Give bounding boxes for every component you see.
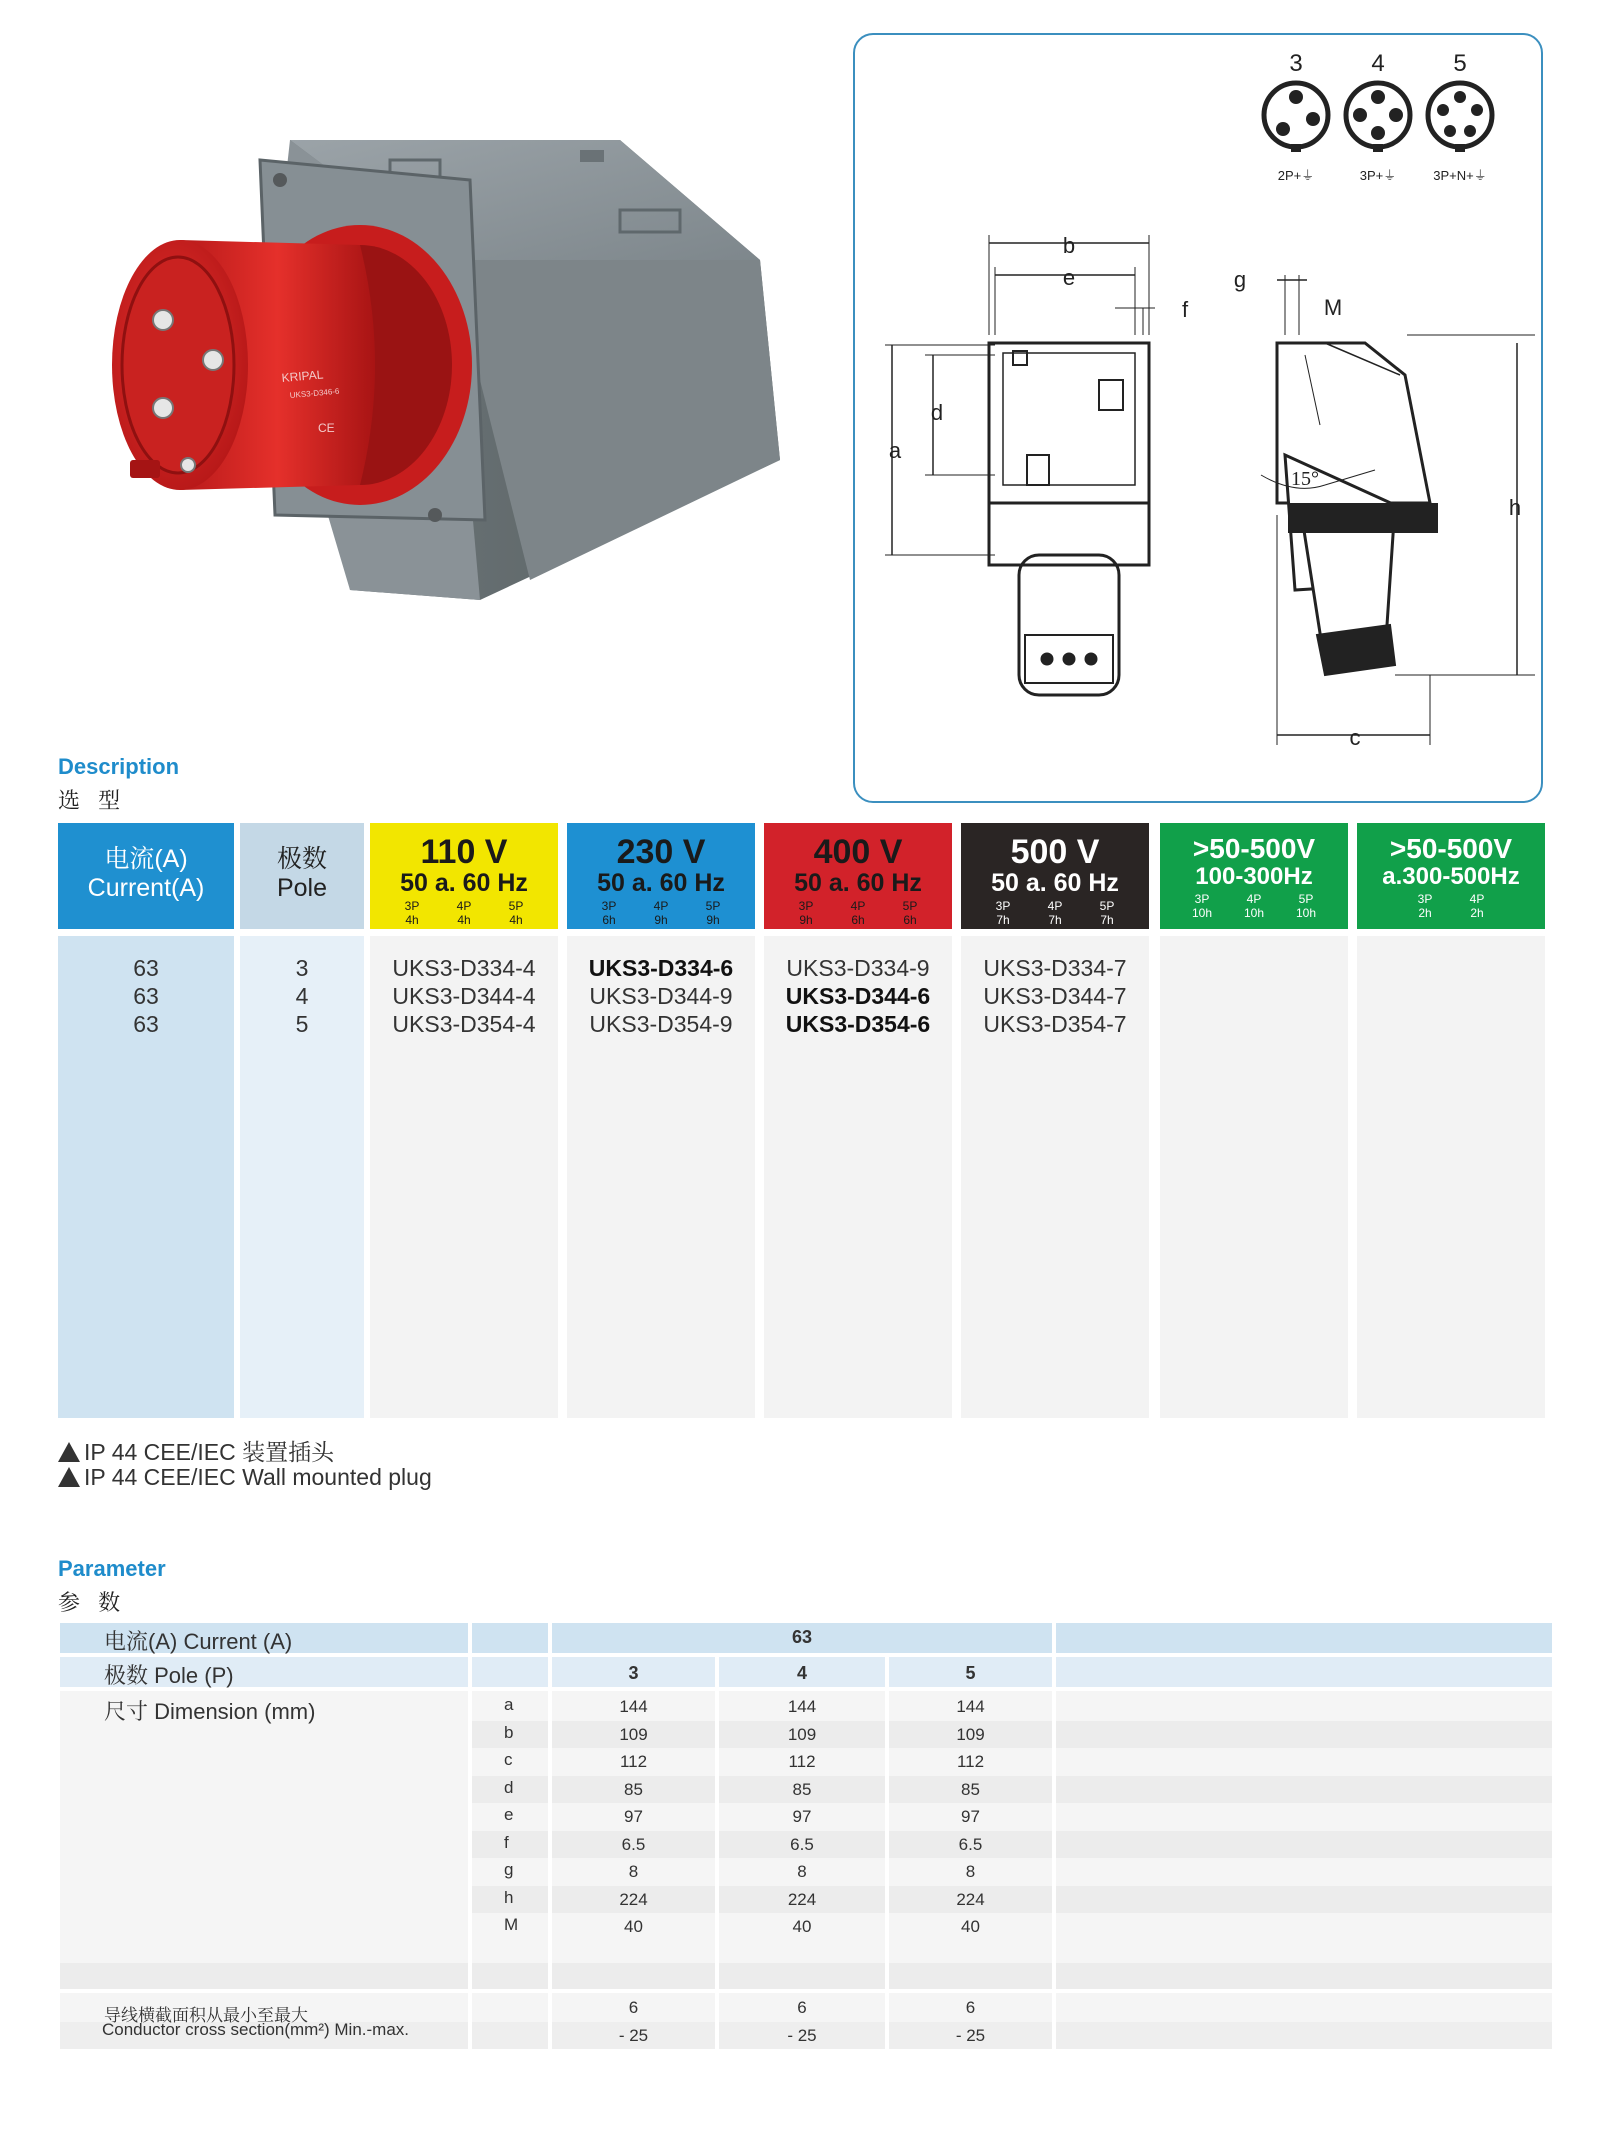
pole-value: 5 — [295, 1011, 309, 1037]
header-voltage-value: 400 V — [813, 833, 903, 871]
column-codes-1 — [567, 936, 755, 1418]
product-brand: KRIPAL — [281, 367, 324, 385]
param-pole-3: 3 — [628, 1663, 639, 1683]
dim-label-a: a — [888, 438, 902, 463]
pin-number-4: 4 — [1371, 50, 1385, 77]
dimension-key: h — [504, 1887, 514, 1907]
header-hour-label: 9h — [799, 913, 813, 927]
pin-diagram-4p — [1346, 83, 1410, 152]
header-hour-label: 7h — [996, 913, 1010, 927]
dimension-value: 6.5 — [958, 1834, 983, 1854]
conductor-max-value: - 25 — [618, 2026, 649, 2045]
header-pole-label: 5P — [1298, 892, 1314, 906]
param-conductor-cn: 导线横截面积从最小至最大 — [104, 2006, 308, 2025]
dimension-key: a — [504, 1695, 514, 1714]
column-pole — [240, 936, 364, 1418]
header-pole-cn: 极数 — [276, 845, 327, 873]
header-hour-label: 10h — [1243, 906, 1265, 920]
conductor-min-value: 6 — [965, 1998, 976, 2017]
header-voltage-value: >50-500V — [1389, 833, 1513, 864]
header-pole-label: 4P — [1246, 892, 1262, 906]
header-pole-label: 5P — [902, 899, 918, 913]
dim-label-b: b — [1062, 233, 1076, 258]
pin-diagram-5p — [1428, 83, 1492, 152]
dimension-value: 97 — [624, 1807, 643, 1826]
column-current — [58, 936, 234, 1418]
dim-label-M: M — [1323, 295, 1343, 320]
header-voltage-2 — [764, 823, 952, 929]
header-pole-label: 5P — [508, 899, 524, 913]
product-model: UKS3-D346-6 — [289, 386, 340, 400]
header-pole-label: 4P — [1047, 899, 1063, 913]
header-pole — [240, 823, 364, 929]
header-pole-label: 4P — [1469, 892, 1485, 906]
dimension-value: 40 — [961, 1917, 980, 1936]
header-hour-label: 4h — [457, 913, 471, 927]
pin-label-5: 3P+N+⏚ — [1433, 168, 1487, 183]
header-pole-label: 3P — [601, 899, 617, 913]
product-code: UKS3-D334-7 — [983, 955, 1127, 981]
header-hour-label: 2h — [1470, 906, 1484, 920]
conductor-max-value: - 25 — [787, 2026, 817, 2045]
product-code: UKS3-D334-6 — [588, 955, 734, 981]
product-code: UKS3-D334-4 — [392, 955, 536, 981]
dimension-value: 8 — [965, 1862, 976, 1881]
header-hour-label: 4h — [509, 913, 523, 927]
conductor-min-value: 6 — [628, 1998, 639, 2017]
header-voltage-3 — [961, 823, 1149, 929]
header-hour-label: 10h — [1191, 906, 1213, 920]
note-cn: IP 44 CEE/IEC 装置插头 — [84, 1439, 335, 1465]
header-voltage-value: >50-500V — [1192, 833, 1316, 864]
param-pole-label: 极数 Pole (P) — [104, 1663, 234, 1688]
column-codes-3 — [961, 936, 1149, 1418]
header-pole-label: 3P — [1417, 892, 1433, 906]
product-photo — [60, 120, 800, 640]
pole-value: 3 — [295, 955, 309, 981]
header-frequency: 50 a. 60 Hz — [794, 869, 922, 897]
front-view — [885, 235, 1155, 695]
header-pole-label: 3P — [1194, 892, 1210, 906]
header-current-cn: 电流(A) — [104, 845, 188, 873]
column-codes-4 — [1160, 936, 1348, 1418]
header-frequency: 50 a. 60 Hz — [400, 869, 528, 897]
param-pole-5: 5 — [965, 1663, 976, 1683]
header-voltage-0 — [370, 823, 558, 929]
column-codes-0 — [370, 936, 558, 1418]
param-pole-4: 4 — [796, 1663, 807, 1683]
dimension-value: 109 — [787, 1724, 817, 1744]
dimension-value: 224 — [956, 1889, 985, 1909]
technical-drawing — [855, 35, 1545, 805]
product-code: UKS3-D334-9 — [786, 955, 930, 981]
product-code: UKS3-D344-6 — [785, 983, 931, 1009]
product-code: UKS3-D354-9 — [589, 1011, 733, 1037]
header-voltage-value: 110 V — [420, 833, 508, 871]
header-voltage-value: 230 V — [616, 833, 706, 871]
dimension-value: 112 — [956, 1752, 985, 1771]
header-frequency: a.300-500Hz — [1382, 863, 1520, 890]
dimension-value: 224 — [787, 1889, 817, 1909]
dimension-value: 112 — [788, 1752, 816, 1771]
param-current-label: 电流(A) Current (A) — [104, 1629, 293, 1654]
header-hour-label: 6h — [851, 913, 865, 927]
header-frequency: 50 a. 60 Hz — [597, 869, 725, 897]
dimension-value: 97 — [792, 1807, 812, 1826]
note-en: IP 44 CEE/IEC Wall mounted plug — [84, 1464, 432, 1490]
header-frequency: 100-300Hz — [1195, 863, 1313, 890]
header-pole-label: 3P — [798, 899, 814, 913]
product-code: UKS3-D354-4 — [392, 1011, 536, 1037]
header-hour-label: 2h — [1418, 906, 1432, 920]
product-code: UKS3-D354-6 — [785, 1011, 931, 1037]
param-dimension-label: 尺寸 Dimension (mm) — [104, 1699, 316, 1724]
column-codes-2 — [764, 936, 952, 1418]
pin-number-5: 5 — [1453, 50, 1467, 77]
header-pole-en: Pole — [276, 873, 328, 902]
product-code: UKS3-D344-9 — [589, 983, 733, 1009]
dimension-key: f — [504, 1832, 509, 1852]
product-ce-mark: CE — [318, 421, 335, 435]
note-cn-line — [58, 1434, 334, 1467]
dimension-value: 112 — [619, 1752, 648, 1771]
dim-label-g: g — [1233, 267, 1247, 292]
dimension-value: 224 — [619, 1889, 648, 1909]
dimension-value: 85 — [961, 1779, 980, 1799]
header-hour-label: 4h — [405, 913, 419, 927]
dim-label-f: f — [1181, 297, 1189, 322]
dimension-key: d — [504, 1777, 514, 1797]
header-frequency: 50 a. 60 Hz — [991, 869, 1119, 897]
dimension-value: 85 — [624, 1779, 643, 1799]
header-voltage-4 — [1160, 823, 1348, 929]
header-hour-label: 6h — [903, 913, 917, 927]
conductor-max-value: - 25 — [955, 2026, 986, 2045]
dim-label-h: h — [1508, 495, 1522, 520]
dimension-key: b — [504, 1722, 514, 1742]
product-code: UKS3-D344-4 — [392, 983, 536, 1009]
note-en-line — [58, 1464, 432, 1491]
header-pole-label: 4P — [653, 899, 669, 913]
warning-icon — [58, 1442, 80, 1462]
dimension-key: e — [504, 1805, 514, 1824]
header-pole-label: 4P — [850, 899, 866, 913]
header-pole-label: 3P — [995, 899, 1011, 913]
header-pole-label: 3P — [404, 899, 420, 913]
current-value: 63 — [133, 983, 159, 1009]
dimension-key: M — [504, 1915, 519, 1934]
dimension-value: 85 — [792, 1779, 812, 1799]
header-pole-label: 4P — [456, 899, 472, 913]
column-codes-5 — [1357, 936, 1545, 1418]
dimension-key: c — [504, 1750, 513, 1769]
dimension-key: g — [504, 1860, 514, 1879]
dimension-value: 40 — [792, 1917, 812, 1936]
header-current-en: Current(A) — [87, 873, 205, 902]
dimension-value: 8 — [628, 1862, 639, 1881]
header-voltage-value: 500 V — [1010, 833, 1100, 871]
dimension-value: 8 — [797, 1862, 807, 1881]
dimension-value: 109 — [956, 1724, 985, 1744]
pin-label-3: 2P+⏚ — [1277, 168, 1315, 183]
pin-number-3: 3 — [1289, 50, 1303, 77]
dimension-value: 6.5 — [621, 1834, 646, 1854]
header-voltage-5 — [1357, 823, 1545, 929]
pin-diagram-3p — [1264, 83, 1328, 152]
dimension-value: 97 — [961, 1807, 980, 1826]
product-code: UKS3-D344-7 — [983, 983, 1127, 1009]
param-conductor-en: Conductor cross section(mm²) Min.-max. — [102, 2020, 410, 2039]
dim-label-e: e — [1062, 265, 1076, 290]
dimension-value: 144 — [956, 1697, 985, 1716]
current-value: 63 — [133, 1011, 159, 1037]
angle-label: 15° — [1291, 468, 1319, 490]
dimension-value: 144 — [619, 1697, 648, 1716]
header-voltage-1 — [567, 823, 755, 929]
dimension-value: 144 — [787, 1697, 817, 1716]
header-hour-label: 9h — [654, 913, 668, 927]
header-hour-label: 7h — [1048, 913, 1062, 927]
conductor-min-value: 6 — [797, 1998, 807, 2017]
pole-value: 4 — [295, 983, 309, 1009]
current-value: 63 — [133, 955, 159, 981]
header-hour-label: 10h — [1295, 906, 1317, 920]
header-hour-label: 6h — [602, 913, 616, 927]
header-current — [58, 823, 234, 929]
header-hour-label: 9h — [706, 913, 720, 927]
description-title: Description — [58, 754, 180, 779]
dim-label-d: d — [930, 400, 944, 425]
dimension-value: 109 — [619, 1724, 648, 1744]
product-code: UKS3-D354-7 — [983, 1011, 1127, 1037]
pin-label-4: 3P+⏚ — [1359, 168, 1397, 183]
warning-icon — [58, 1467, 80, 1487]
header-pole-label: 5P — [1099, 899, 1115, 913]
parameter-title: Parameter — [58, 1556, 166, 1581]
header-hour-label: 7h — [1100, 913, 1114, 927]
header-pole-label: 5P — [705, 899, 721, 913]
technical-drawing-panel — [853, 33, 1543, 803]
dimension-value: 40 — [624, 1917, 643, 1936]
description-subtitle: 选 型 — [58, 788, 127, 813]
param-current-value: 63 — [791, 1627, 813, 1647]
dimension-value: 6.5 — [790, 1834, 814, 1854]
dim-label-c: c — [1349, 725, 1361, 750]
parameter-subtitle: 参 数 — [58, 1590, 127, 1615]
